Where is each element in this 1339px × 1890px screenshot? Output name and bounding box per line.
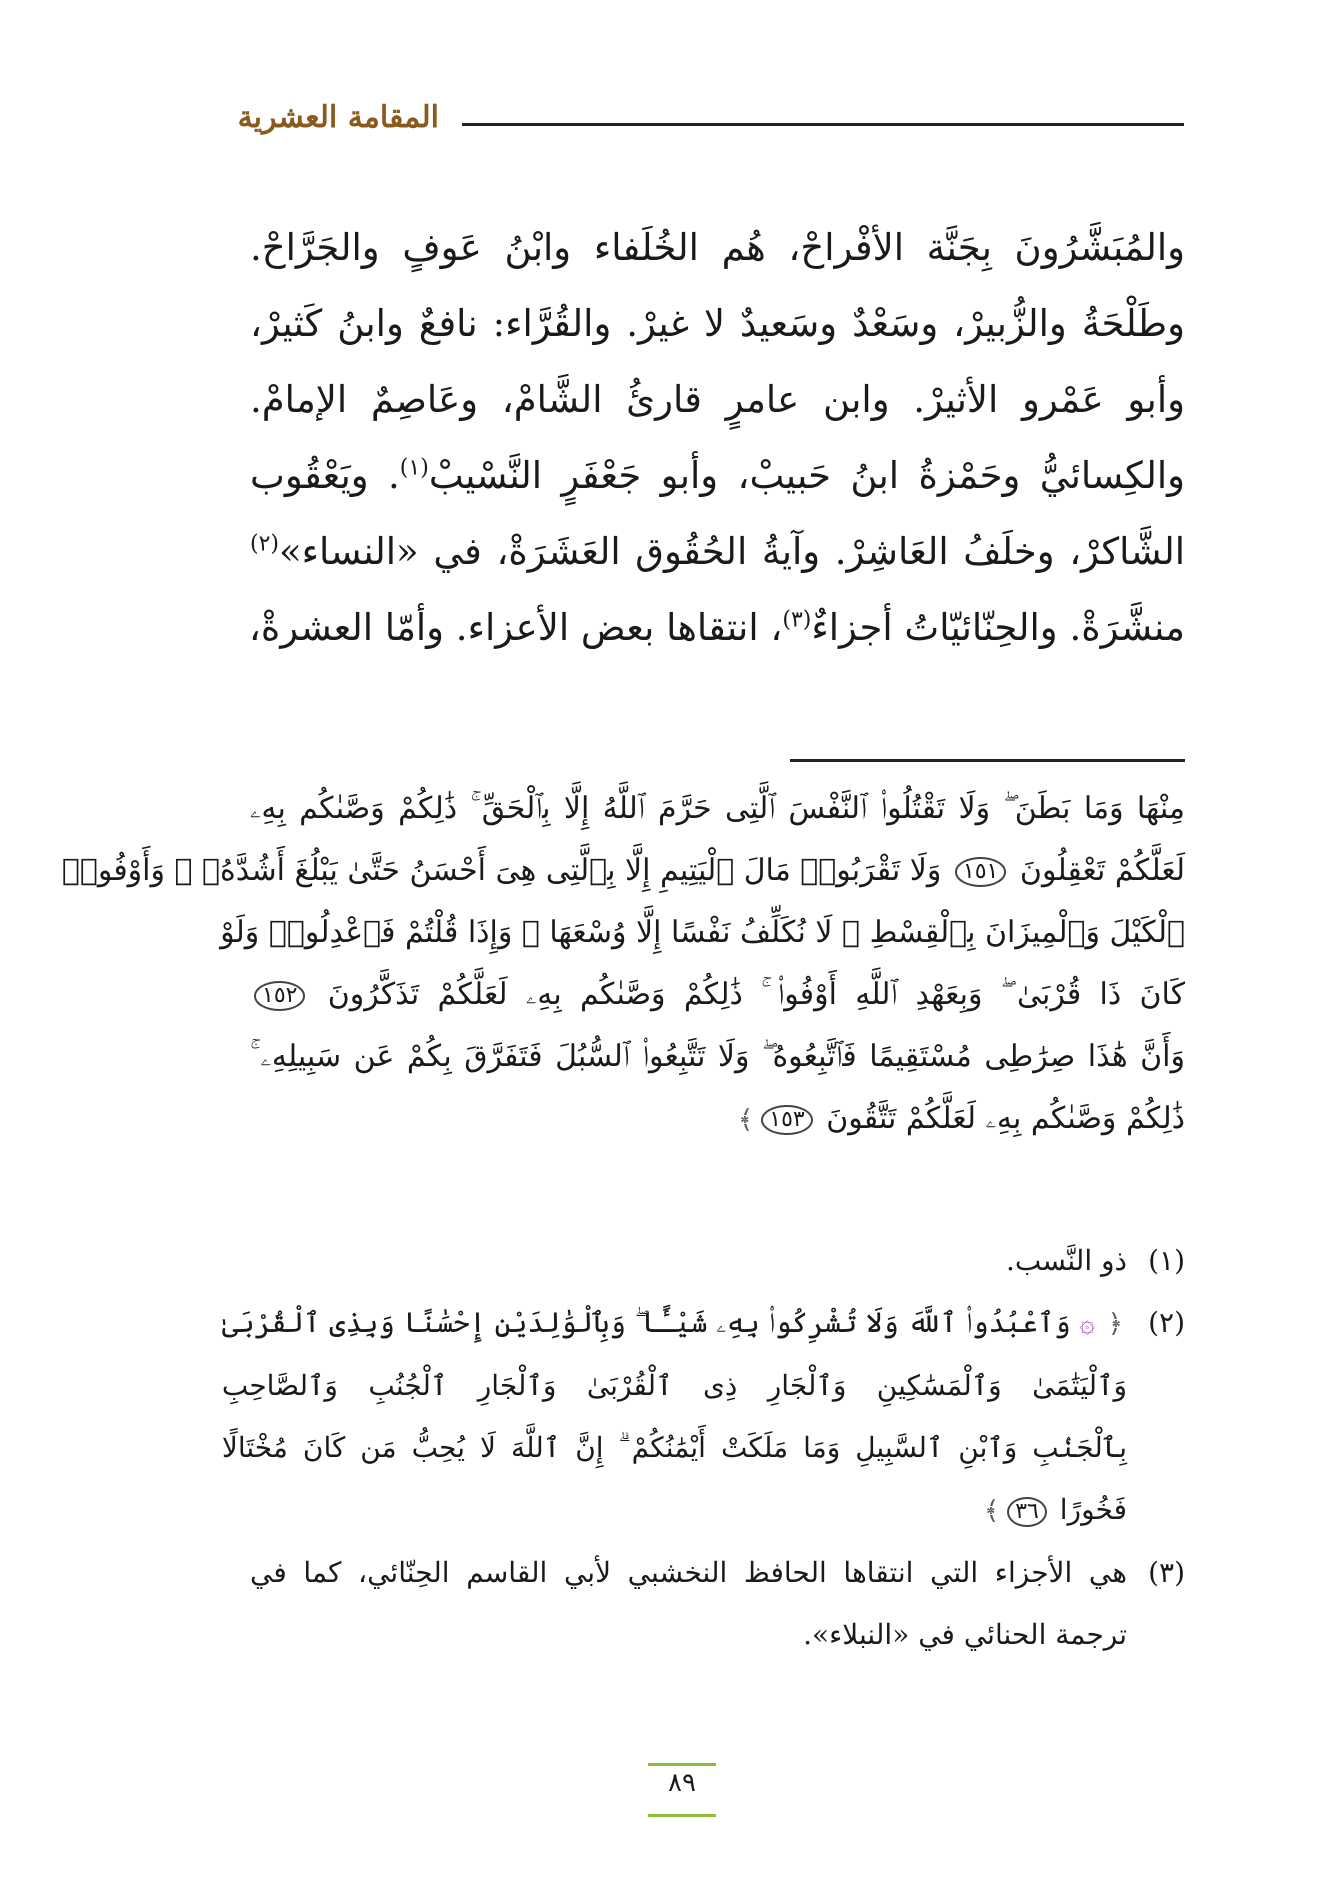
footnote-2-line-1	[222, 1292, 1127, 1355]
closing-ornament-icon: ﴾	[983, 1496, 1000, 1526]
page-number: ٨٩	[668, 1768, 696, 1798]
footnote-1-line-1: ذو النَّسب.	[1005, 1244, 1127, 1277]
quran-line-6a: ذَٰلِكُمْ وَصَّىٰكُم بِهِۦ لَعَلَّكُمْ تَتَّقُونَ	[826, 1101, 1185, 1136]
footnote-3-line-1: هي الأجزاء التي انتقاها الحافظ النخشبي لأبي القاسم الحِنّائي، كما في	[250, 1556, 1127, 1589]
quran-line-1: مِنْهَا وَمَا بَطَنَ ۖ وَلَا تَقْتُلُوا۟ ٱلنَّفْسَ ٱلَّتِى حَرَّمَ ٱللَّهُ إِلَّا بِٱلْحَقِّ ۚ ذَٰلِكُمْ وَصَّىٰكُم بِهِۦ	[250, 791, 1185, 826]
body-line-6	[250, 590, 1185, 666]
quran-citation	[61, 778, 1185, 1151]
footnote-body	[250, 1230, 1127, 1292]
rub-el-hizb-icon: ۞	[1079, 1309, 1095, 1339]
footnote-2-line-4	[222, 1479, 1127, 1542]
footnote-3-line-2: ترجمة الحنائي في «النبلاء».	[803, 1618, 1127, 1651]
verse-marker-152: ١٥٢	[254, 981, 305, 1011]
quran-line-3: ٱلْكَيْلَ وَٱلْمِيزَانَ بِٱلْقِسْطِ ۖ لَا نُكَلِّفُ نَفْسًا إِلَّا وُسْعَهَا ۖ وَإِذَا قُلْتُمْ فَٱعْدِلُوا۟ وَلَوْ	[220, 915, 1185, 950]
body-line-5	[250, 514, 1185, 590]
verse-marker-153: ١٥٣	[761, 1105, 812, 1135]
footnote-body	[222, 1292, 1127, 1542]
quran-line-5: وَأَنَّ هَٰذَا صِرَٰطِى مُسْتَقِيمًا فَٱتَّبِعُوهُ ۖ وَلَا تَتَّبِعُوا۟ ٱلسُّبُلَ فَتَفَرَّقَ بِكُمْ عَن سَبِيلِهِۦ ۚ	[250, 1039, 1185, 1074]
quran-line-4a: كَانَ ذَا قُرْبَىٰ ۖ وَبِعَهْدِ ٱللَّهِ أَوْفُوا۟ ۚ ذَٰلِكُمْ وَصَّىٰكُم بِهِۦ لَعَلَّكُمْ تَذَكَّرُونَ	[327, 977, 1185, 1012]
footnote-2	[221, 1292, 1185, 1542]
body-line-6-tail: ، انتقاها بعض الأعزاء. وأمّا العشرةْ،	[248, 606, 783, 649]
page-number-rule-bottom	[648, 1814, 716, 1817]
opening-ornament-icon: ﴿	[1107, 1309, 1123, 1339]
footnote-2-line-2: وَٱلْيَتَٰمَىٰ وَٱلْمَسَٰكِينِ وَٱلْجَارِ ذِى ٱلْقُرْبَىٰ وَٱلْجَارِ ٱلْجُنُبِ وَٱلصَّاحِبِ	[221, 1369, 1127, 1402]
footnote-ref-1[interactable]: (١)	[399, 455, 429, 481]
footnote-body	[250, 1542, 1127, 1666]
body-line-4-text: والكِسائيُّ وحَمْزةُ ابنُ حَبيبْ، وأبو جَعْفَرٍ النَّسْيبْ	[428, 454, 1185, 497]
verse-marker-36: ٣٦	[1007, 1497, 1047, 1527]
footnote-2-line-4-text: فَخُورًا	[1059, 1493, 1127, 1526]
body-line-6-text: منشَّرَةْ. والحِنّائيّاتُ أجزاءٌ	[811, 606, 1185, 649]
footnotes	[221, 1230, 1185, 1666]
quran-line-6	[250, 1088, 1185, 1151]
body-line-2: وطَلْحَةُ والزُّبيرْ، وسَعْدٌ وسَعيدٌ لا غيرْ. والقُرَّاء: نافعٌ وابنُ كَثيرْ،	[250, 302, 1185, 345]
body-line-4-tail: . ويَعْقُوب	[250, 454, 400, 497]
quran-line-4	[250, 964, 1185, 1026]
body-line-5-text: الشَّاكرْ، وخلَفُ العَاشِرْ. وآيةُ الحُقُوق العَشَرَةْ، في «النساء»	[279, 530, 1185, 573]
verse-marker-151: ١٥١	[955, 857, 1006, 887]
page-number-rule-top	[648, 1763, 716, 1766]
footnote-number: (٢)	[1148, 1306, 1185, 1339]
closing-ornament-icon: ﴾	[738, 1105, 754, 1135]
footnote-number: (١)	[1148, 1244, 1185, 1277]
quran-line-2a: لَعَلَّكُمْ تَعْقِلُونَ	[1019, 853, 1185, 888]
footnote-1	[250, 1230, 1185, 1292]
footnote-ref-2[interactable]: (٢)	[250, 531, 280, 557]
footnote-3	[250, 1542, 1185, 1666]
running-header-title: المقامة العشرية	[237, 100, 439, 135]
footnote-number: (٣)	[1148, 1556, 1185, 1589]
quran-line-2b: وَلَا تَقْرَبُوا۟ مَالَ ٱلْيَتِيمِ إِلَّا بِٱلَّتِى هِىَ أَحْسَنُ حَتَّىٰ يَبْلُغَ أَشُدَّهُۥ ۖ وَأَوْفُوا۟	[61, 853, 942, 888]
header-rule	[462, 123, 1184, 126]
quran-line-2	[61, 840, 1185, 902]
main-text	[250, 210, 1185, 666]
footnote-2-line-3: بِٱلْجَنۢبِ وَٱبْنِ ٱلسَّبِيلِ وَمَا مَلَكَتْ أَيْمَٰنُكُمْ ۗ إِنَّ ٱللَّهَ لَا يُحِبُّ مَن كَانَ مُخْتَالًا	[221, 1431, 1127, 1464]
body-line-4	[250, 438, 1185, 514]
body-line-1: والمُبَشَّرُونَ بِجَنَّة الأفْراحْ، هُم الخُلَفاء وابْنُ عَوفٍ والجَرَّاحْ.	[250, 226, 1185, 269]
body-line-3: وأبو عَمْرو الأثيرْ. وابن عامرٍ قارئُ الشَّامْ، وعَاصِمٌ الإمامْ.	[250, 378, 1185, 421]
footnote-separator	[790, 759, 1185, 762]
footnote-2-line-1-text: وَٱعْبُدُوا۟ ٱللَّهَ وَلَا تُشْرِكُوا۟ بِهِۦ شَيْـًٔا ۖ وَبِٱلْوَٰلِدَيْنِ إِحْسَٰنًا وَبِذِى ٱلْقُرْبَىٰ	[221, 1306, 1071, 1339]
footnote-ref-3[interactable]: (٣)	[782, 607, 812, 633]
